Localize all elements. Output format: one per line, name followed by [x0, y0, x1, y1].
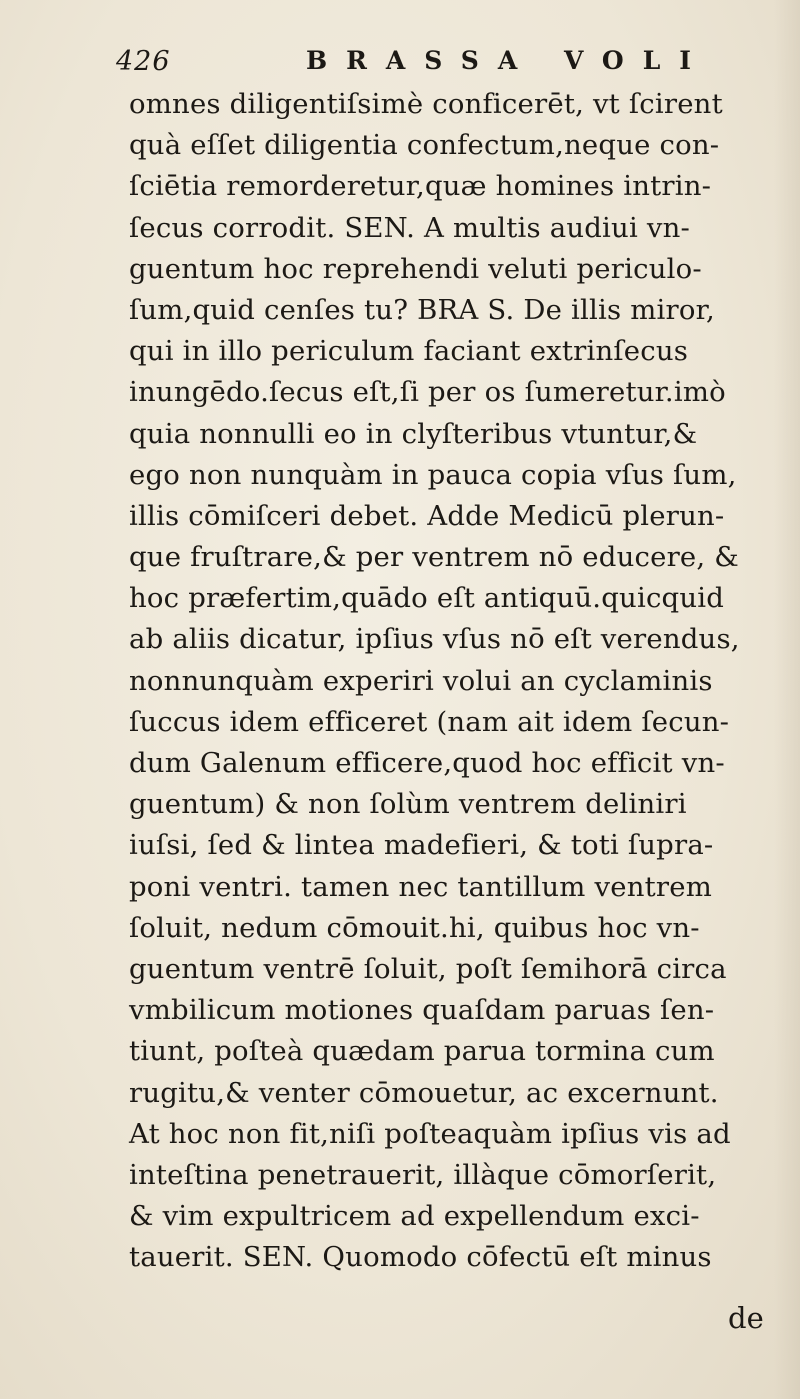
text-line: dum Galenum efficere,quod hoc efficit vn- [129, 747, 725, 779]
catchword: de [728, 1301, 764, 1335]
body-text [129, 84, 789, 1278]
text-line: qui in illo periculum faciant extrinſecus [129, 335, 689, 368]
text-line: que fruſtrare,& per ventrem nō educere, & [129, 541, 739, 574]
text-line: omnes diligentiſsimè conficerēt, vt ſcirent [129, 88, 723, 120]
text-line: tauerit. SEN. Quomodo cōfectū eſt minus [129, 1241, 712, 1274]
text-line: quà eſſet diligentia confectum,neque con- [129, 129, 720, 162]
text-line: inungēdo.ſecus eſt,ſi per os ſumeretur.imò [129, 376, 726, 409]
text-line: quia nonnulli eo in clyſteribus vtuntur,& [129, 417, 698, 450]
text-line: ſecus corrodit. SEN. A multis audiui vn- [129, 211, 691, 244]
running-head: BRASSA VOLI [306, 46, 710, 75]
text-line: & vim expultricem ad expellendum exci- [129, 1200, 700, 1233]
text-line: ego non nunquàm in pauca copia vſus ſum, [129, 458, 737, 491]
text-line: guentum hoc reprehendi veluti periculo- [129, 252, 702, 285]
text-line: iuſsi, ſed & lintea madefieri, & toti ſupra- [129, 829, 714, 862]
text-line: inteſtina penetrauerit, illàque cōmorſerit, [129, 1158, 717, 1191]
page-number: 426 [116, 46, 171, 77]
page-edge-shading [774, 0, 800, 1399]
text-line: nonnunquàm experiri volui an cyclaminis [129, 664, 713, 697]
text-line: rugitu,& venter cōmouetur, ac excernunt. [129, 1076, 719, 1109]
text-line: hoc præfertim,quādo eſt antiquū.quicquid [129, 582, 725, 615]
text-line: ſoluit, nedum cōmouit.hi, quibus hoc vn- [129, 911, 700, 944]
text-line: ſuccus idem efficeret (nam ait idem ſecun- [129, 705, 730, 738]
text-line: vmbilicum motiones quaſdam paruas ſen- [129, 994, 715, 1027]
text-line: tiunt, poſteà quædam parua tormina cum [129, 1035, 715, 1068]
page-header [116, 42, 710, 82]
text-line: poni ventri. tamen nec tantillum ventrem [129, 870, 712, 903]
text-line: ab aliis dicatur, ipſius vſus nō eſt verendus, [129, 623, 740, 656]
text-line: ſum,quid cenſes tu? BRA S. De illis miror, [129, 293, 715, 326]
text-line: illis cōmiſceri debet. Adde Medicū plerun- [129, 499, 725, 532]
text-line: guentum) & non ſolùm ventrem deliniri [129, 788, 687, 821]
text-line: guentum ventrē ſoluit, poſt ſemihorā circa [129, 952, 727, 985]
text-line: At hoc non fit,niſi poſteaquàm ipſius vis ad [129, 1117, 731, 1150]
text-line: ſciētia remorderetur,quæ homines intrin- [129, 170, 712, 203]
